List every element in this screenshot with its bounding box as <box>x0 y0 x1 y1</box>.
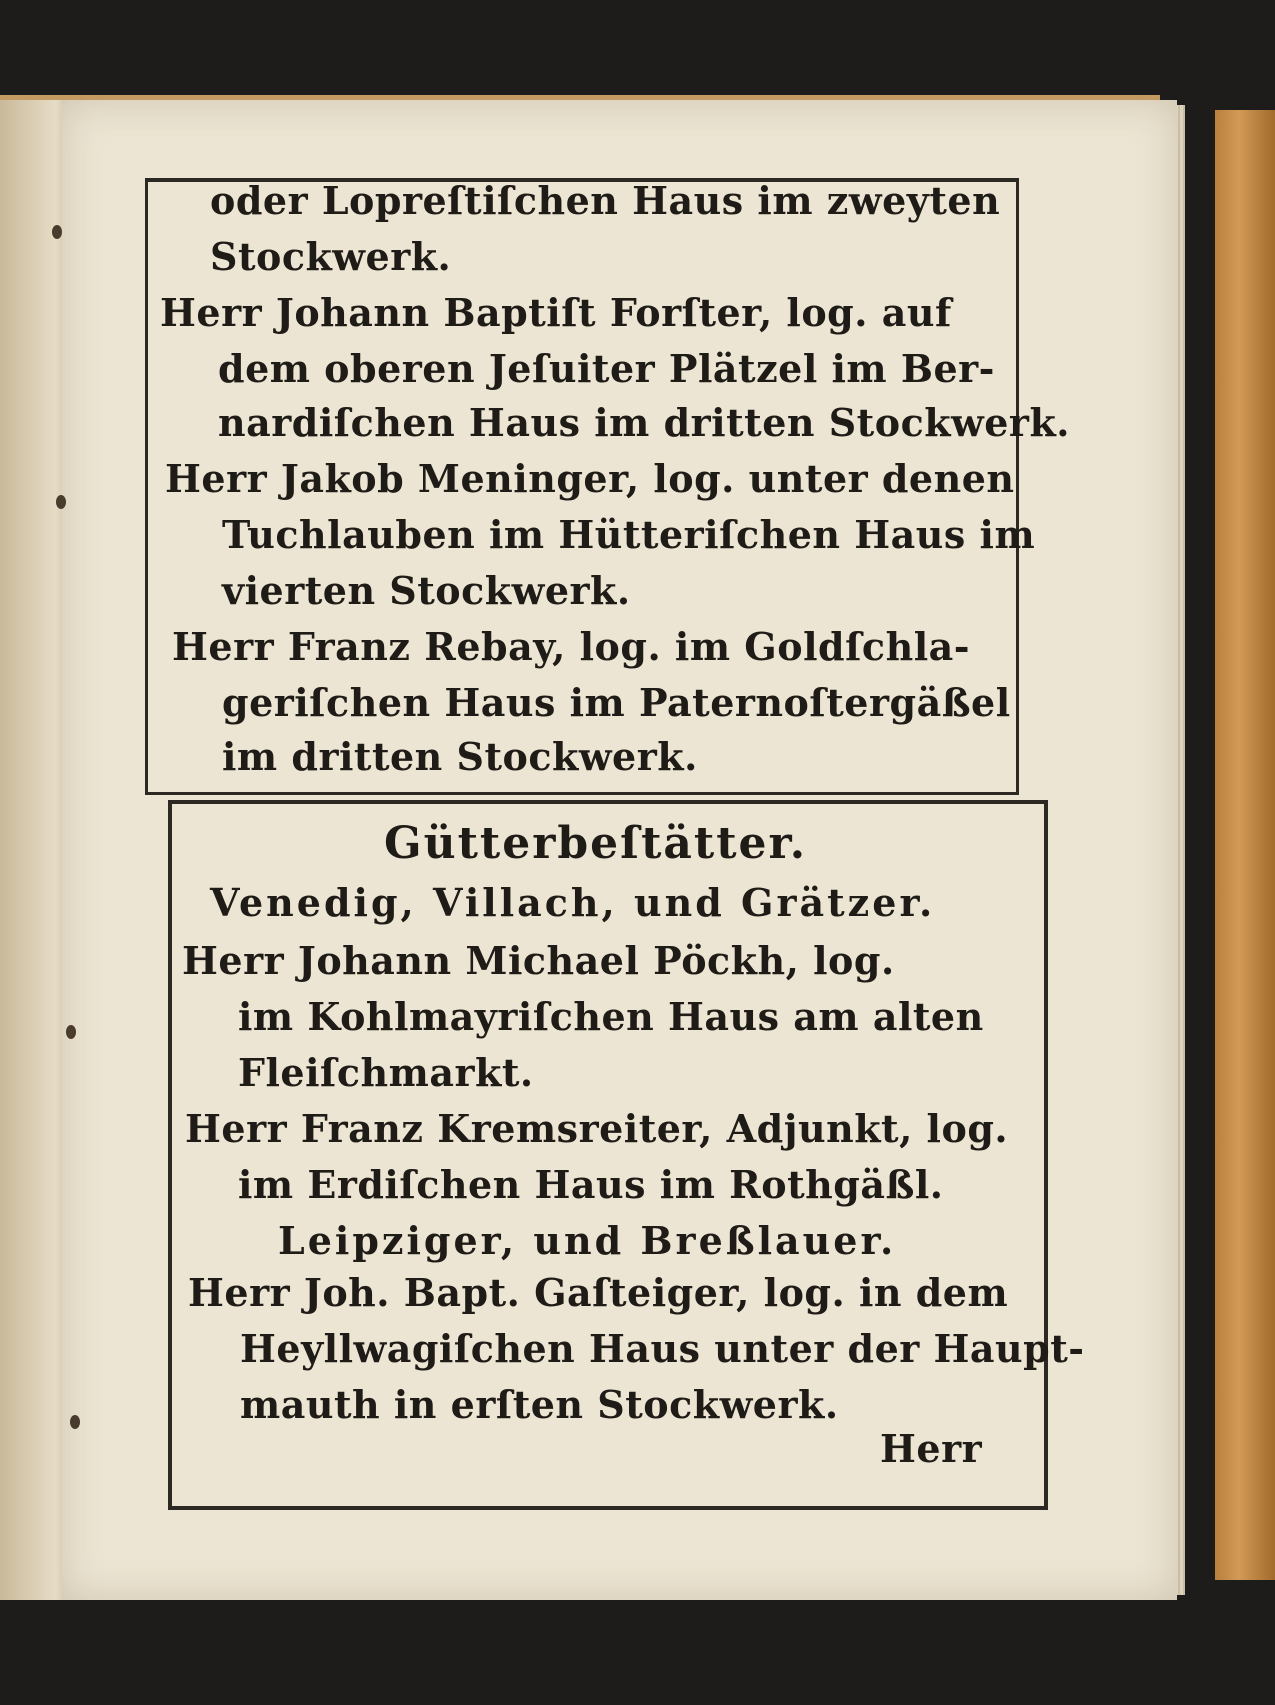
text-line: Herr Franz Rebay, log. im Goldſchla- <box>172 624 971 669</box>
route-subheading: Leipziger, und Breßlauer. <box>278 1218 897 1263</box>
binding-hole <box>66 1025 76 1039</box>
text-line: Stockwerk. <box>210 234 452 279</box>
catchword: Herr <box>880 1426 983 1471</box>
text-line: im Erdiſchen Haus im Rothgäßl. <box>238 1162 944 1207</box>
text-line: Heyllwagiſchen Haus unter der Haupt- <box>240 1326 1085 1371</box>
text-line: Tuchlauben im Hütteriſchen Haus im <box>222 512 1036 557</box>
text-line: vierten Stockwerk. <box>222 568 631 613</box>
book-cover-edge <box>1215 110 1275 1580</box>
text-line: nardiſchen Haus im dritten Stockwerk. <box>218 400 1071 445</box>
text-line: Herr Jakob Meninger, log. unter denen <box>165 456 1015 501</box>
binding-hole <box>70 1415 80 1429</box>
text-line: dem oberen Jeſuiter Plätzel im Ber- <box>218 346 995 391</box>
section-heading: Gütterbeſtätter. <box>384 818 808 869</box>
text-line: Herr Johann Baptiſt Forſter, log. auf <box>160 290 952 335</box>
text-line: geriſchen Haus im Paternoſtergäßel <box>222 680 1011 725</box>
text-line: Herr Joh. Bapt. Gaſteiger, log. in dem <box>188 1270 1009 1315</box>
text-line: im dritten Stockwerk. <box>222 734 698 779</box>
text-line: mauth in erſten Stockwerk. <box>240 1382 839 1427</box>
text-line: im Kohlmayriſchen Haus am alten <box>238 994 984 1039</box>
route-subheading: Venedig, Villach, und Grätzer. <box>210 880 936 925</box>
binding-hole <box>56 495 66 509</box>
text-line: Herr Johann Michael Pöckh, log. <box>182 938 895 983</box>
text-line: Herr Franz Kremsreiter, Adjunkt, log. <box>185 1106 1009 1151</box>
text-line: Fleiſchmarkt. <box>238 1050 534 1095</box>
text-line: oder Lopreſtiſchen Haus im zweyten <box>210 178 1001 223</box>
binding-hole <box>52 225 62 239</box>
